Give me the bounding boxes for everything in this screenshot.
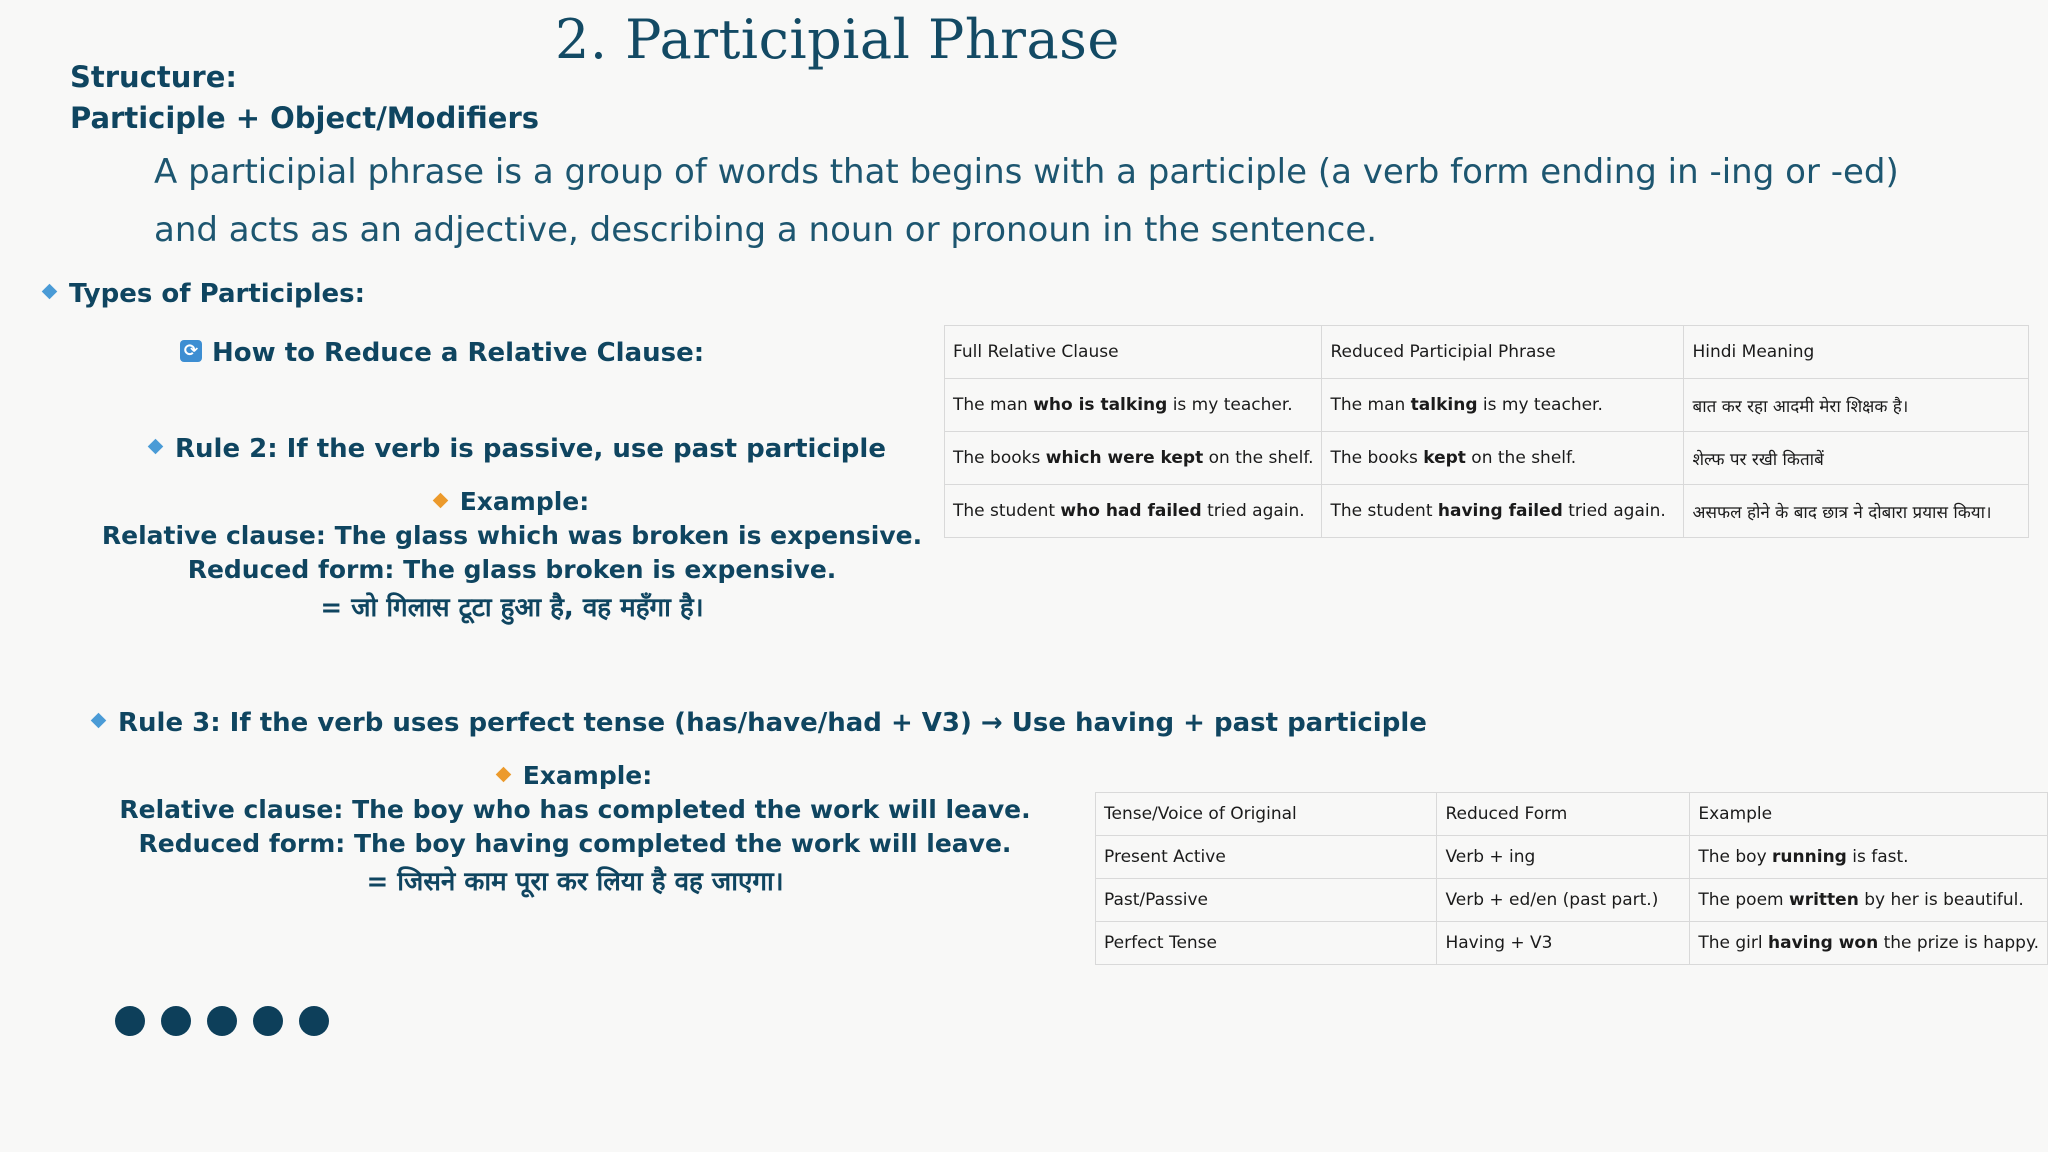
table-header-cell: Hindi Meaning (1684, 326, 2029, 379)
refresh-icon: ⟳ (180, 340, 202, 362)
dot (207, 1006, 237, 1036)
rule2-relative-clause: Relative clause: The glass which was broken is expensive. (101, 521, 923, 550)
diamond-bullet-icon (148, 439, 164, 455)
table-cell: The books kept on the shelf. (1322, 432, 1684, 485)
diamond-bullet-icon (91, 713, 107, 729)
table-cell: Verb + ed/en (past part.) (1437, 879, 1690, 922)
types-heading (44, 279, 365, 309)
dot (115, 1006, 145, 1036)
dot (253, 1006, 283, 1036)
table-cell: The girl having won the prize is happy. (1690, 922, 2048, 965)
table-row (945, 379, 2029, 432)
rule3-reduced-form: Reduced form: The boy having completed the work will leave. (138, 829, 1012, 858)
table-header-cell: Reduced Form (1437, 793, 1690, 836)
table-cell: बात कर रहा आदमी मेरा शिक्षक है। (1684, 379, 2029, 432)
table-cell: असफल होने के बाद छात्र ने दोबारा प्रयास किया। (1684, 485, 2029, 538)
reduce-heading (180, 338, 704, 368)
table-cell: The man who is talking is my teacher. (945, 379, 1322, 432)
structure-label: Structure: (70, 60, 237, 94)
rule2-heading (150, 434, 886, 464)
tense-form-table (1095, 792, 2048, 965)
rule3-heading-text: Rule 3: If the verb uses perfect tense (has/have/had + V3) → Use having + past participle (118, 708, 1427, 738)
table-cell: Having + V3 (1437, 922, 1690, 965)
table-header-cell: Example (1690, 793, 2048, 836)
table-header-cell: Tense/Voice of Original (1096, 793, 1437, 836)
table-row (1096, 922, 2048, 965)
table-row (1096, 836, 2048, 879)
diamond-orange-icon (432, 492, 448, 508)
table-row (1096, 879, 2048, 922)
table-row (945, 432, 2029, 485)
reduce-heading-text: How to Reduce a Relative Clause: (212, 338, 705, 368)
rule3-example-label (0, 761, 1150, 790)
table-cell: The man talking is my teacher. (1322, 379, 1684, 432)
relative-clause-table (944, 325, 2029, 538)
table-cell: The student having failed tried again. (1322, 485, 1684, 538)
dot (161, 1006, 191, 1036)
table-cell: The books which were kept on the shelf. (945, 432, 1322, 485)
table-cell: The poem written by her is beautiful. (1690, 879, 2048, 922)
table-row (945, 485, 2029, 538)
decorative-dots (115, 1006, 329, 1036)
rule2-example-label (0, 487, 1024, 516)
table-cell: शेल्फ पर रखी किताबें (1684, 432, 2029, 485)
structure-formula: Participle + Object/Modifiers (70, 101, 540, 135)
table-cell: Perfect Tense (1096, 922, 1437, 965)
table-header-cell: Full Relative Clause (945, 326, 1322, 379)
table-cell: Past/Passive (1096, 879, 1437, 922)
table-header-row (945, 326, 2029, 379)
rule2-heading-text: Rule 2: If the verb is passive, use past participle (175, 434, 886, 464)
rule2-hindi: = जो गिलास टूटा हुआ है, वह महँगा है। (320, 593, 704, 623)
table-header-cell: Reduced Participial Phrase (1322, 326, 1684, 379)
dot (299, 1006, 329, 1036)
table-cell: The student who had failed tried again. (945, 485, 1322, 538)
diamond-bullet-icon (42, 284, 58, 300)
table-cell: Verb + ing (1437, 836, 1690, 879)
rule2-reduced-form: Reduced form: The glass broken is expensive. (187, 555, 837, 584)
intro-line-2: and acts as an adjective, describing a noun or pronoun in the sentence. (154, 210, 1378, 250)
intro-line-1: A participial phrase is a group of words that begins with a participle (a verb form ending in -ing or -ed) (154, 152, 1899, 192)
table-cell: The boy running is fast. (1690, 836, 2048, 879)
table-cell: Present Active (1096, 836, 1437, 879)
rule3-example-label-text: Example: (522, 761, 653, 790)
rule2-example-label-text: Example: (459, 487, 590, 516)
diamond-orange-icon (495, 766, 511, 782)
rule3-heading (93, 708, 1427, 738)
table-header-row (1096, 793, 2048, 836)
types-heading-text: Types of Participles: (69, 279, 366, 309)
rule3-hindi: = जिसने काम पूरा कर लिया है वह जाएगा। (366, 867, 784, 897)
rule3-relative-clause: Relative clause: The boy who has completed the work will leave. (119, 795, 1031, 824)
page-title: 2. Participial Phrase (555, 8, 1120, 71)
